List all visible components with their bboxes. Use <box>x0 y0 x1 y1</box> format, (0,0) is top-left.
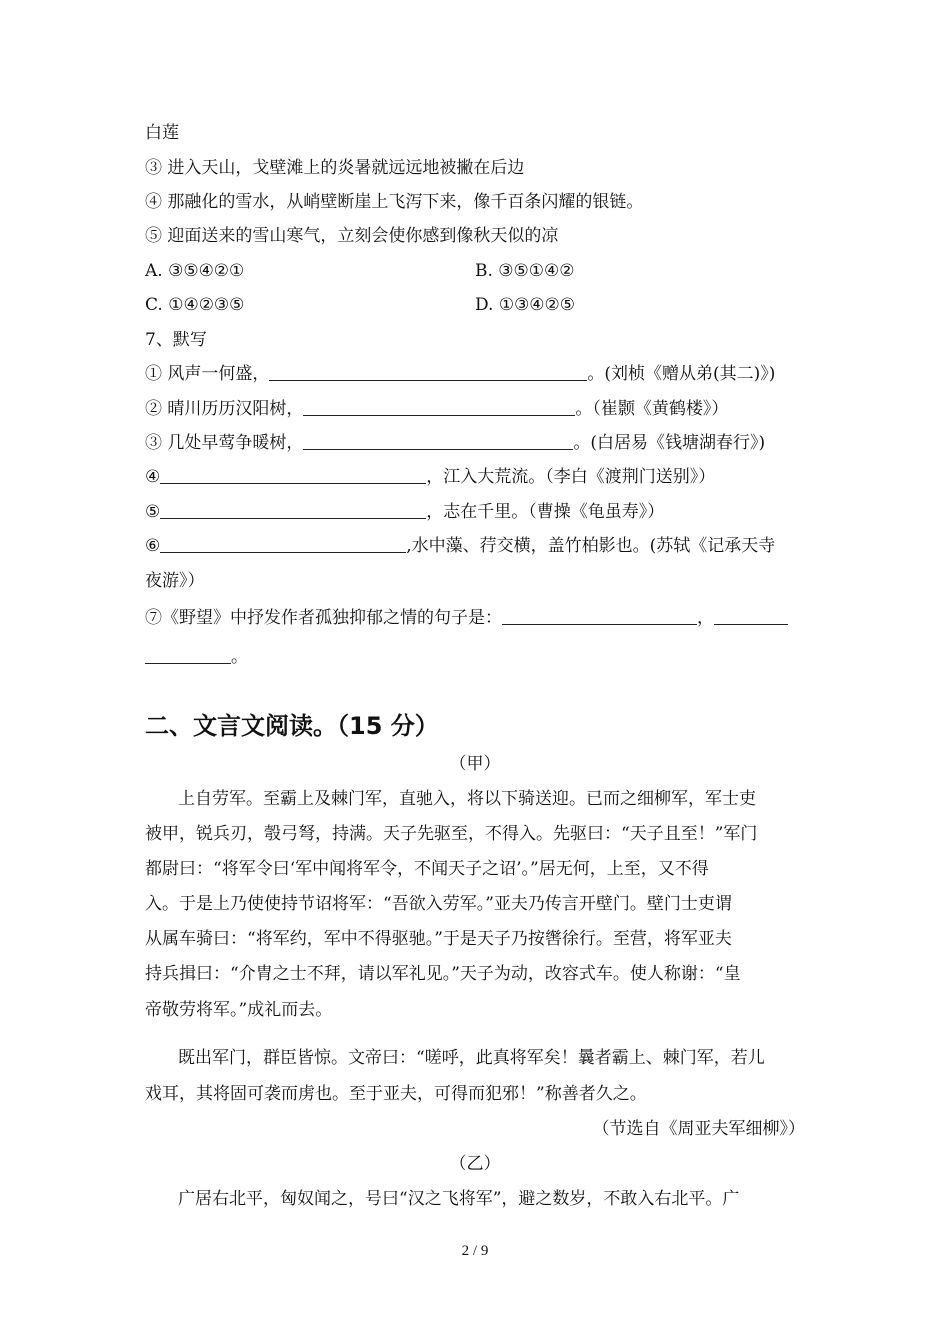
option-text-line: ③ 进入天山，戈壁滩上的炎暑就远远地被撇在后边 <box>145 158 525 178</box>
passage-source: （节选自《周亚夫军细柳》） <box>592 1119 805 1139</box>
dictation-item-4 <box>145 466 715 488</box>
dictation-source: ，志在千里。（曹操《龟虽寿》） <box>426 502 665 522</box>
answer-blank[interactable] <box>145 647 231 664</box>
choice-a: A. ③⑤④②① <box>145 261 245 281</box>
passage-line: 被甲，锐兵刃，彀弓弩，持满。天子先驱至，不得入。先驱曰：“天子且至！”军门 <box>145 824 758 844</box>
option-text-line: ④ 那融化的雪水，从峭壁断崖上飞泻下来，像千百条闪耀的银链。 <box>145 192 644 212</box>
passage-line: 帝敬劳将军。”成礼而去。 <box>145 1000 333 1020</box>
choice-b: B. ③⑤①④② <box>475 261 575 281</box>
choice-c: C. ①④②③⑤ <box>145 295 245 315</box>
dictation-item-2 <box>145 398 728 420</box>
passage-line: 从属车骑曰：“将军约，军中不得驱驰。”于是天子乃按辔徐行。至营，将军亚夫 <box>145 929 732 949</box>
dictation-item-3 <box>145 432 765 454</box>
dictation-prompt: ⑥ <box>145 536 161 556</box>
passage-line: 持兵揖曰：“介胄之士不拜，请以军礼见。”天子为动，改容式车。使人称谢：“皇 <box>145 964 741 984</box>
dictation-item-5 <box>145 501 664 523</box>
answer-blank[interactable] <box>714 608 788 625</box>
dictation-item-6 <box>145 535 775 557</box>
passage-line: 广居右北平，匈奴闻之，号曰“汉之飞将军”，避之数岁，不敢入右北平。广 <box>178 1189 740 1209</box>
dictation-item-6-cont: 夜游》） <box>145 571 205 591</box>
passage-line: 既出军门，群臣皆惊。文帝曰：“嗟呼，此真将军矣！曩者霸上、棘门军，若儿 <box>178 1048 765 1068</box>
section-title: 二、文言文阅读。（15 分） <box>145 712 439 740</box>
dictation-prompt: ④ <box>145 467 161 487</box>
dictation-source: 。(刘桢《赠从弟(其二)》) <box>587 364 776 384</box>
dictation-prompt: ⑤ <box>145 502 161 522</box>
passage-line: 入。于是上乃使使持节诏将军：“吾欲入劳军。”亚夫乃传言开壁门。壁门士吏谓 <box>145 894 732 914</box>
dictation-source: ,水中藻、荇交横，盖竹柏影也。(苏轼《记承天寺 <box>406 536 776 556</box>
option-text-line: ⑤ 迎面送来的雪山寒气，立刻会使你感到像秋天似的凉 <box>145 226 559 246</box>
dictation-period: 。 <box>231 647 248 667</box>
answer-blank[interactable] <box>303 433 573 450</box>
dictation-source: 。(白居易《钱塘湖春行》) <box>573 433 766 453</box>
dictation-prompt: ⑦《野望》中抒发作者孤独抑郁之情的句子是： <box>145 608 502 628</box>
answer-blank[interactable] <box>269 364 587 381</box>
passage-line: 戏耳，其将固可袭而虏也。至于亚夫，可得而犯邪！”称善者久之。 <box>145 1084 647 1104</box>
answer-blank[interactable] <box>303 399 575 416</box>
dictation-prompt: ② 晴川历历汉阳树， <box>145 399 304 419</box>
answer-blank[interactable] <box>160 467 426 484</box>
choice-d: D. ①③④②⑤ <box>475 295 576 315</box>
question-7-heading: 7、默写 <box>145 330 207 350</box>
dictation-item-7-cont <box>145 646 248 668</box>
dictation-prompt: ③ 几处早莺争暖树， <box>145 433 304 453</box>
answer-blank[interactable] <box>160 536 406 553</box>
dictation-comma: ， <box>697 608 714 628</box>
passage-label-jia: （甲） <box>449 754 501 774</box>
dictation-source: 。（崔颢《黄鹤楼》） <box>575 399 729 419</box>
passage-label-yi: （乙） <box>449 1154 501 1174</box>
dictation-item-1 <box>145 363 775 385</box>
dictation-source: ，江入大荒流。（李白《渡荆门送别》） <box>426 467 716 487</box>
passage-line: 都尉曰：“将军令曰‘军中闻将军令，不闻天子之诏’。”居无何，上至，又不得 <box>145 859 709 879</box>
page-number: 2 / 9 <box>461 1243 489 1259</box>
answer-blank[interactable] <box>502 608 697 625</box>
dictation-prompt: ① 风声一何盛， <box>145 364 270 384</box>
answer-blank[interactable] <box>160 502 426 519</box>
passage-line: 上自劳军。至霸上及棘门军，直驰入，将以下骑送迎。已而之细柳军，军士吏 <box>178 789 756 809</box>
dictation-item-7 <box>145 607 788 629</box>
option-text-line: 白莲 <box>145 123 179 143</box>
